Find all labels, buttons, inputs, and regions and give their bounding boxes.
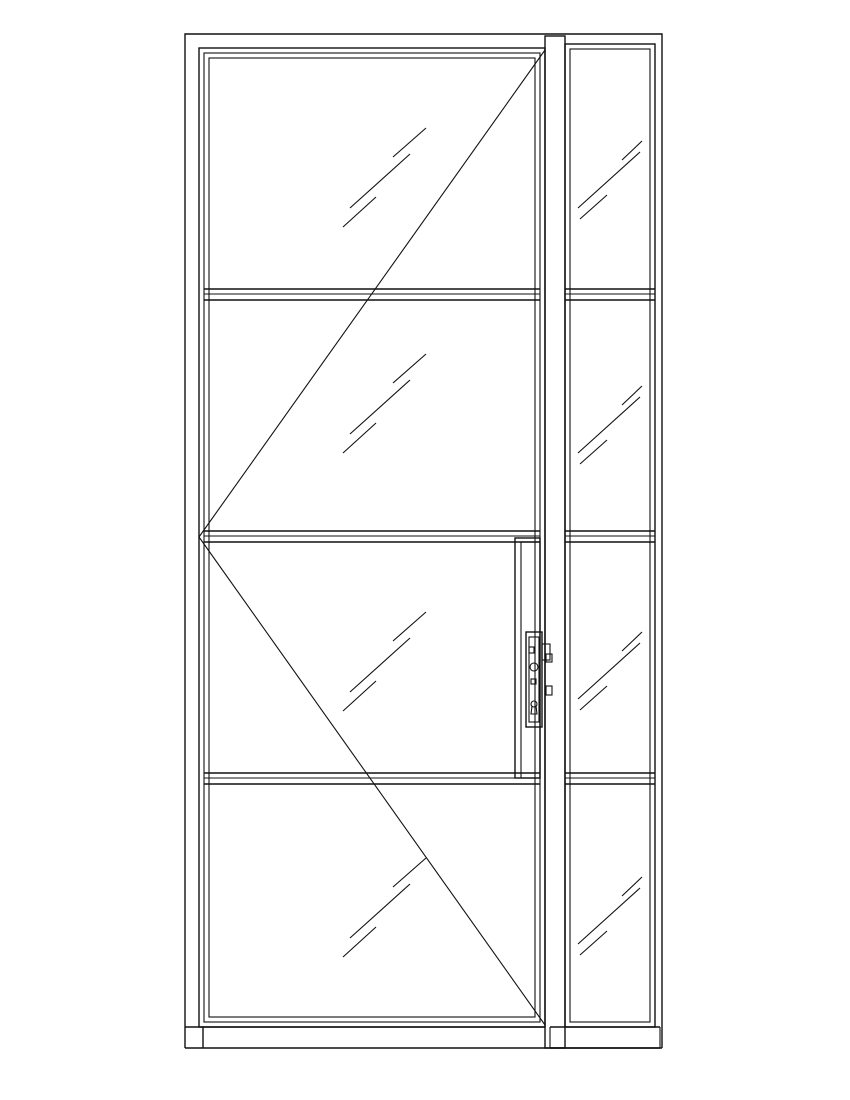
keyhole-icon <box>531 701 537 714</box>
mullion <box>545 36 565 1048</box>
sidelight-glass-mark-4 <box>578 877 642 955</box>
lock-stile <box>515 538 540 778</box>
glass-mark-pane-4 <box>343 858 426 957</box>
glass-mark-pane-2 <box>343 354 426 453</box>
door-leaf <box>199 48 545 1027</box>
glass-mark-pane-1 <box>343 128 426 227</box>
sidelight-glass-mark-1 <box>578 141 642 219</box>
glass-mark-pane-3 <box>343 612 426 711</box>
sidelight <box>550 44 660 1048</box>
door-muntins <box>204 289 540 784</box>
outer-frame <box>185 34 662 1048</box>
sidelight-glass-mark-2 <box>578 386 642 464</box>
sidelight-glass-mark-3 <box>578 632 642 710</box>
mortise-lock <box>526 632 552 727</box>
sidelight-glass-reflection-marks <box>578 141 642 955</box>
lever-spindle-icon <box>530 663 538 671</box>
swing-indicator <box>199 50 545 1025</box>
